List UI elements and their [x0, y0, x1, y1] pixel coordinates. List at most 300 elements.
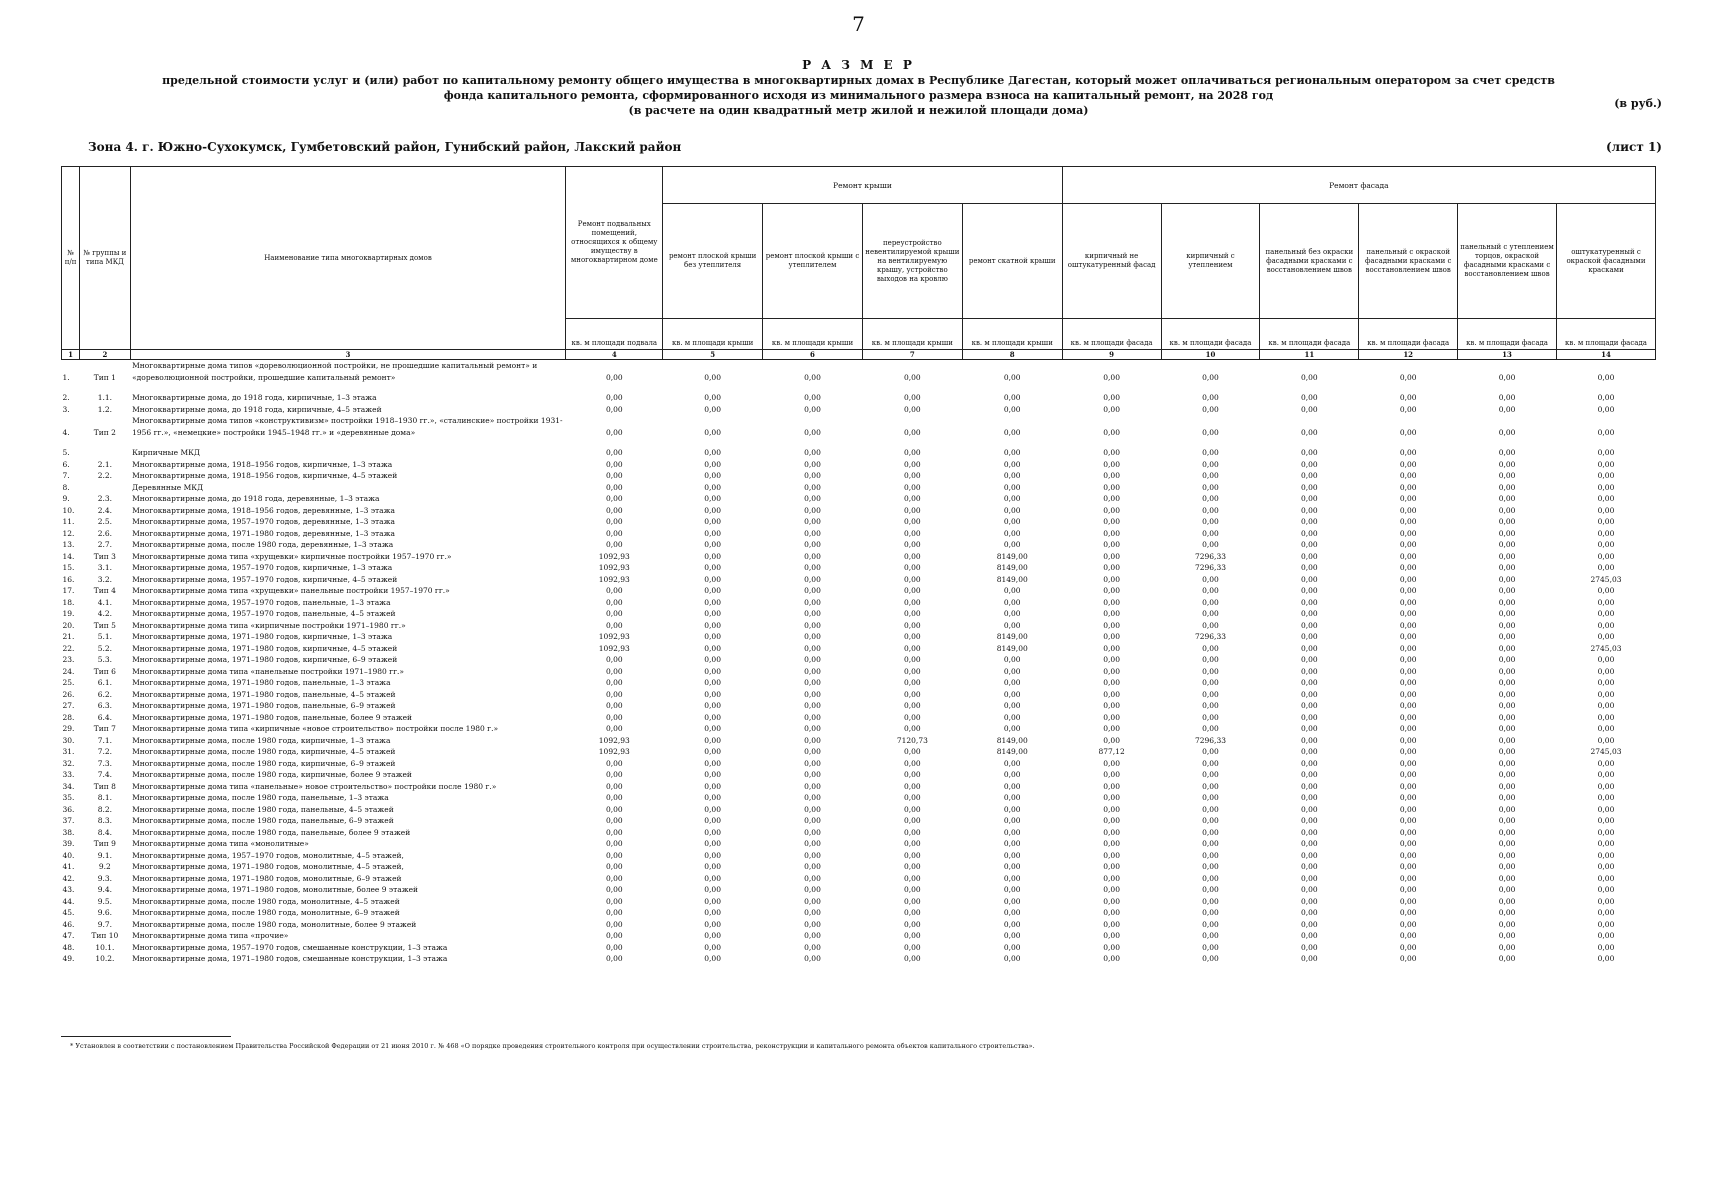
- value-cell: 0,00: [1399, 896, 1417, 906]
- value-cell: 0,00: [1003, 517, 1021, 526]
- value-cell: 0,00: [1597, 931, 1615, 940]
- value-cell: 0,00: [1597, 597, 1615, 607]
- value-cell: 0,00: [1498, 404, 1516, 414]
- value-cell: 0,00: [704, 404, 721, 414]
- value-cell: 0,00: [1103, 666, 1120, 676]
- value-cell: 0,00: [1399, 448, 1417, 457]
- house-type-name: Многоквартирные дома, 1918–1956 годов, деревянные, 1–3 этажа: [132, 505, 396, 515]
- row-number: 5.: [62, 448, 70, 457]
- value-cell: 0,00: [1597, 494, 1615, 503]
- value-cell: 0,00: [1202, 804, 1219, 814]
- row-number: 44.: [62, 896, 75, 906]
- house-type-name: Многоквартирные дома, после 1980 года, монолитные, 6–9 этажей: [132, 908, 400, 917]
- value-cell: 0,00: [1597, 404, 1615, 414]
- value-cell: 0,00: [1399, 724, 1417, 733]
- column-number: 7: [862, 350, 962, 360]
- house-type-name: Многоквартирные дома, после 1980 года, монолитные, более 9 этажей: [132, 919, 417, 929]
- value-cell: 0,00: [904, 816, 921, 825]
- table-row: [62, 930, 1656, 942]
- value-cell: 0,00: [1498, 427, 1516, 437]
- row-number: 24.: [62, 666, 75, 676]
- column-number: 4: [566, 350, 663, 360]
- value-cell: 0,00: [704, 793, 721, 802]
- column-number: 8: [962, 350, 1062, 360]
- value-cell: 0,00: [1202, 666, 1219, 676]
- value-cell: 0,00: [1498, 632, 1516, 641]
- title-line-4: (в расчете на один квадратный метр жилой и нежилой площади дома): [628, 104, 1089, 117]
- value-cell: 0,00: [1498, 724, 1516, 733]
- value-cell: 0,00: [605, 793, 623, 802]
- value-cell: 0,00: [605, 816, 623, 825]
- value-cell: 0,00: [605, 471, 623, 480]
- table-row: [62, 562, 1656, 574]
- table-row: [62, 919, 1656, 931]
- value-cell: 2745,03: [1590, 747, 1622, 756]
- value-cell: 0,00: [1300, 597, 1318, 607]
- row-number: 14.: [62, 551, 75, 561]
- value-cell: 0,00: [804, 896, 821, 906]
- group-code: 9.7.: [97, 919, 113, 929]
- value-cell: 0,00: [1300, 954, 1318, 963]
- house-type-name: Многоквартирные дома типов «конструктивизм» постройки 1918–1930 гг.», «сталинские» постройки 1931-1956 гг.», «немецкие» постройки 1945–1948 гг.» и «деревянные дома»: [132, 416, 563, 437]
- house-type-name: Многоквартирные дома, 1971–1980 годов, панельные, более 9 этажей: [132, 712, 413, 722]
- value-cell: 0,00: [1597, 471, 1615, 480]
- value-cell: 0,00: [1399, 540, 1417, 549]
- value-cell: 0,00: [1498, 735, 1516, 745]
- value-cell: 0,00: [1003, 678, 1021, 687]
- value-cell: 0,00: [1300, 643, 1318, 653]
- value-cell: 0,00: [804, 574, 821, 584]
- value-cell: 0,00: [1103, 404, 1120, 414]
- value-cell: 0,00: [1498, 758, 1516, 768]
- house-type-name: Многоквартирные дома, 1918–1956 годов, кирпичные, 4–5 этажей: [132, 471, 398, 480]
- value-cell: 0,00: [904, 862, 921, 871]
- header-roof-group: Ремонт крыши: [663, 167, 1062, 204]
- value-cell: 0,00: [704, 494, 721, 503]
- value-cell: 0,00: [1597, 873, 1615, 883]
- value-cell: 0,00: [1103, 586, 1120, 595]
- value-cell: 0,00: [1103, 885, 1120, 894]
- value-cell: 0,00: [1399, 655, 1417, 664]
- row-number: 21.: [62, 632, 75, 641]
- table-row: [62, 539, 1656, 551]
- value-cell: 0,00: [1003, 482, 1021, 492]
- value-cell: 0,00: [1103, 517, 1120, 526]
- value-cell: 0,00: [605, 954, 623, 963]
- value-cell: 0,00: [1399, 620, 1417, 630]
- value-cell: 1092,93: [598, 574, 630, 584]
- value-cell: 0,00: [1300, 816, 1318, 825]
- value-cell: 0,00: [1202, 827, 1219, 837]
- row-number: 26.: [62, 689, 75, 699]
- value-cell: 0,00: [1003, 404, 1021, 414]
- value-cell: 0,00: [1103, 954, 1120, 963]
- value-cell: 0,00: [1003, 827, 1021, 837]
- value-cell: 0,00: [704, 908, 721, 917]
- row-number: 35.: [62, 793, 75, 802]
- column-number: 11: [1260, 350, 1359, 360]
- value-cell: 0,00: [1498, 850, 1516, 860]
- value-cell: 0,00: [1003, 372, 1021, 382]
- value-cell: 0,00: [1597, 655, 1615, 664]
- house-type-name: Многоквартирные дома типа «хрущевки» панельные постройки 1957–1970 гг.»: [132, 586, 450, 595]
- value-cell: 7296,33: [1194, 632, 1226, 641]
- value-cell: 0,00: [1597, 908, 1615, 917]
- value-cell: 0,00: [1003, 908, 1021, 917]
- value-cell: 0,00: [1103, 459, 1120, 469]
- house-type-name: Деревянные МКД: [132, 482, 204, 492]
- value-cell: 0,00: [804, 597, 821, 607]
- value-cell: 0,00: [1300, 919, 1318, 929]
- value-cell: 0,00: [1003, 609, 1021, 618]
- value-cell: 0,00: [1399, 482, 1417, 492]
- value-cell: 0,00: [605, 586, 623, 595]
- value-cell: 0,00: [804, 770, 821, 779]
- group-code: 9.1.: [97, 850, 113, 860]
- table-row: [62, 873, 1656, 885]
- value-cell: 0,00: [704, 505, 721, 515]
- value-cell: 0,00: [605, 908, 623, 917]
- value-cell: 0,00: [1498, 505, 1516, 515]
- value-cell: 0,00: [904, 427, 921, 437]
- value-cell: 0,00: [1202, 517, 1219, 526]
- value-cell: 0,00: [605, 494, 623, 503]
- value-cell: 8149,00: [996, 643, 1028, 653]
- table-row: [62, 459, 1656, 471]
- value-cell: 0,00: [704, 885, 721, 894]
- value-cell: 0,00: [704, 632, 721, 641]
- row-number: 22.: [62, 643, 75, 653]
- value-cell: 0,00: [704, 655, 721, 664]
- house-type-name: Многоквартирные дома, 1957–1970 годов, деревянные, 1–3 этажа: [132, 517, 396, 526]
- value-cell: 0,00: [605, 597, 623, 607]
- value-cell: 0,00: [804, 689, 821, 699]
- row-number: 41.: [62, 862, 75, 871]
- value-cell: 0,00: [904, 839, 921, 848]
- value-cell: 0,00: [904, 770, 921, 779]
- value-cell: 0,00: [605, 781, 623, 791]
- value-cell: 0,00: [1597, 839, 1615, 848]
- value-cell: 0,00: [1003, 804, 1021, 814]
- value-cell: 0,00: [904, 448, 921, 457]
- value-cell: 0,00: [1103, 862, 1120, 871]
- table-row: [62, 838, 1656, 850]
- value-cell: 0,00: [605, 404, 623, 414]
- value-cell: 0,00: [1498, 372, 1516, 382]
- value-cell: 0,00: [1003, 540, 1021, 549]
- group-code: 7.4.: [97, 770, 113, 779]
- house-type-name: Многоквартирные дома, до 1918 года, деревянные, 1–3 этажа: [132, 494, 380, 503]
- value-cell: 0,00: [804, 393, 821, 402]
- value-cell: 0,00: [1300, 724, 1318, 733]
- table-row: [62, 861, 1656, 873]
- value-cell: 0,00: [1003, 862, 1021, 871]
- table-row: [62, 392, 1656, 404]
- house-type-name: Многоквартирные дома, 1971–1980 годов, монолитные, 4–5 этажей,: [132, 862, 404, 871]
- row-number: 6.: [62, 459, 70, 469]
- value-cell: 0,00: [1597, 609, 1615, 618]
- value-cell: 0,00: [1597, 793, 1615, 802]
- house-type-name: Многоквартирные дома, 1971–1980 годов, панельные, 4–5 этажей: [132, 689, 396, 699]
- group-code: [80, 482, 130, 494]
- value-cell: 0,00: [1399, 827, 1417, 837]
- value-cell: 0,00: [704, 517, 721, 526]
- group-code: 10.1.: [95, 942, 115, 952]
- value-cell: 0,00: [1103, 448, 1120, 457]
- value-cell: 0,00: [804, 494, 821, 503]
- title-line-3: фонда капитального ремонта, сформированного исходя из минимального размера взноса на капитальный ремонт, на 2028 год: [443, 89, 1274, 102]
- column-number: 14: [1556, 350, 1655, 360]
- value-cell: 0,00: [1300, 758, 1318, 768]
- value-cell: 0,00: [1202, 701, 1219, 710]
- value-cell: 0,00: [704, 942, 721, 952]
- value-cell: 0,00: [1202, 427, 1219, 437]
- house-type-name: Многоквартирные дома, 1957–1970 годов, смешанные конструкции, 1–3 этажа: [132, 942, 448, 952]
- table-row: [62, 850, 1656, 862]
- row-number: 27.: [62, 701, 75, 710]
- value-cell: 0,00: [1597, 781, 1615, 791]
- value-cell: 0,00: [704, 427, 721, 437]
- value-cell: 0,00: [804, 678, 821, 687]
- house-type-name: Многоквартирные дома типа «панельные постройки 1971–1980 гг.»: [132, 666, 405, 676]
- unit-cell: кв. м площади крыши: [862, 319, 962, 350]
- table-row: [62, 700, 1656, 712]
- value-cell: 0,00: [804, 735, 821, 745]
- value-cell: 0,00: [1498, 804, 1516, 814]
- table-row: [62, 827, 1656, 839]
- value-cell: 0,00: [1300, 459, 1318, 469]
- value-cell: 0,00: [1300, 609, 1318, 618]
- value-cell: 0,00: [1300, 735, 1318, 745]
- unit-cell: кв. м площади фасада: [1359, 319, 1458, 350]
- table-row: [62, 597, 1656, 609]
- value-cell: 0,00: [704, 781, 721, 791]
- value-cell: 0,00: [704, 896, 721, 906]
- group-code: 2.5.: [97, 517, 113, 526]
- value-cell: 0,00: [904, 609, 921, 618]
- value-cell: 0,00: [1597, 517, 1615, 526]
- value-cell: 0,00: [804, 448, 821, 457]
- value-cell: 2745,03: [1590, 574, 1622, 584]
- currency-note: (в руб.): [1614, 97, 1662, 110]
- value-cell: 0,00: [1399, 793, 1417, 802]
- value-cell: 0,00: [904, 804, 921, 814]
- value-cell: 0,00: [704, 758, 721, 768]
- value-cell: 0,00: [1498, 827, 1516, 837]
- value-cell: 0,00: [605, 827, 623, 837]
- table-row: [62, 804, 1656, 816]
- value-cell: 0,00: [1103, 827, 1120, 837]
- group-code: 1.1.: [97, 393, 113, 402]
- header-house-type: Наименование типа многоквартирных домов: [130, 167, 566, 350]
- value-cell: 0,00: [1399, 804, 1417, 814]
- row-number: 33.: [62, 770, 75, 779]
- value-cell: 0,00: [605, 678, 623, 687]
- value-cell: 0,00: [1202, 393, 1219, 402]
- value-cell: 0,00: [1202, 655, 1219, 664]
- value-cell: 0,00: [1202, 919, 1219, 929]
- value-cell: 0,00: [804, 885, 821, 894]
- value-cell: 0,00: [1003, 666, 1021, 676]
- value-cell: 0,00: [1202, 908, 1219, 917]
- value-cell: 0,00: [904, 586, 921, 595]
- table-body: [62, 360, 1656, 965]
- unit-cell: кв. м площади фасада: [1556, 319, 1655, 350]
- value-cell: 0,00: [1597, 459, 1615, 469]
- value-cell: 0,00: [1399, 609, 1417, 618]
- row-number: 29.: [62, 724, 75, 733]
- house-type-name: Многоквартирные дома типов «дореволюционной постройки, не прошедшие капитальный ремонт» и «дореволюционной постройки, прошедшие капитальный ремонт»: [132, 361, 538, 382]
- value-cell: 0,00: [904, 574, 921, 584]
- value-cell: 0,00: [1399, 597, 1417, 607]
- value-cell: 0,00: [1103, 620, 1120, 630]
- spacer-row: [62, 438, 1656, 447]
- value-cell: 0,00: [1498, 393, 1516, 402]
- house-type-name: Многоквартирные дома, 1971–1980 годов, смешанные конструкции, 1–3 этажа: [132, 954, 448, 963]
- value-cell: 0,00: [1498, 885, 1516, 894]
- value-cell: 0,00: [804, 908, 821, 917]
- value-cell: 0,00: [1399, 574, 1417, 584]
- house-type-name: Многоквартирные дома, до 1918 года, кирпичные, 1–3 этажа: [132, 393, 377, 402]
- value-cell: 0,00: [1103, 678, 1120, 687]
- value-cell: 0,00: [704, 482, 721, 492]
- value-cell: 0,00: [1202, 689, 1219, 699]
- value-cell: 0,00: [1103, 724, 1120, 733]
- table-row: [62, 907, 1656, 919]
- value-cell: 0,00: [1300, 586, 1318, 595]
- value-cell: 0,00: [1300, 655, 1318, 664]
- value-cell: 0,00: [1300, 563, 1318, 572]
- value-cell: 0,00: [1498, 643, 1516, 653]
- row-number: 46.: [62, 919, 75, 929]
- value-cell: 0,00: [1300, 850, 1318, 860]
- value-cell: 0,00: [1103, 574, 1120, 584]
- group-code: 6.3.: [97, 701, 113, 710]
- group-code: Тип 1: [93, 372, 116, 382]
- value-cell: 0,00: [1202, 758, 1219, 768]
- value-cell: 0,00: [1300, 689, 1318, 699]
- unit-cell: кв. м площади фасада: [1161, 319, 1260, 350]
- value-cell: 0,00: [704, 770, 721, 779]
- house-type-name: Многоквартирные дома, после 1980 года, деревянные, 1–3 этажа: [132, 540, 394, 549]
- value-cell: 0,00: [704, 735, 721, 745]
- value-cell: 0,00: [1103, 793, 1120, 802]
- house-type-name: Многоквартирные дома, 1971–1980 годов, кирпичные, 4–5 этажей: [132, 643, 398, 653]
- row-number: 45.: [62, 908, 75, 917]
- group-code: 3.2.: [97, 574, 113, 584]
- value-cell: 8149,00: [996, 551, 1028, 561]
- value-cell: 0,00: [904, 793, 921, 802]
- value-cell: 0,00: [605, 919, 623, 929]
- value-cell: 0,00: [704, 372, 721, 382]
- value-cell: 0,00: [904, 908, 921, 917]
- value-cell: 0,00: [804, 850, 821, 860]
- group-code: Тип 6: [93, 666, 116, 676]
- row-number: 32.: [62, 758, 75, 768]
- value-cell: 0,00: [1300, 404, 1318, 414]
- value-cell: 0,00: [1003, 689, 1021, 699]
- value-cell: 0,00: [904, 781, 921, 791]
- value-cell: 0,00: [1103, 758, 1120, 768]
- value-cell: 0,00: [1399, 632, 1417, 641]
- group-code: [80, 447, 130, 459]
- value-cell: 0,00: [804, 427, 821, 437]
- value-cell: 0,00: [804, 551, 821, 561]
- group-code: 5.3.: [97, 655, 113, 664]
- value-cell: 0,00: [1399, 678, 1417, 687]
- value-cell: 0,00: [1300, 678, 1318, 687]
- value-cell: 0,00: [704, 689, 721, 699]
- value-cell: 0,00: [1103, 528, 1120, 538]
- value-cell: 0,00: [1399, 931, 1417, 940]
- value-cell: 0,00: [804, 701, 821, 710]
- value-cell: 0,00: [1202, 404, 1219, 414]
- value-cell: 0,00: [1597, 804, 1615, 814]
- row-number: 18.: [62, 597, 75, 607]
- house-type-name: Многоквартирные дома, 1957–1970 годов, панельные, 1–3 этажа: [132, 597, 391, 607]
- value-cell: 0,00: [804, 781, 821, 791]
- value-cell: 0,00: [1399, 770, 1417, 779]
- value-cell: 0,00: [804, 919, 821, 929]
- value-cell: 0,00: [804, 862, 821, 871]
- table-row: [62, 415, 1656, 438]
- value-cell: 0,00: [1202, 747, 1219, 756]
- document-title: [0, 58, 1717, 118]
- value-cell: 0,00: [1003, 620, 1021, 630]
- value-cell: 0,00: [1597, 540, 1615, 549]
- value-cell: 0,00: [904, 724, 921, 733]
- value-cell: 0,00: [1399, 885, 1417, 894]
- house-type-name: Многоквартирные дома, 1957–1970 годов, кирпичные, 1–3 этажа: [132, 563, 393, 572]
- group-code: Тип 3: [93, 551, 116, 561]
- column-number: 2: [80, 350, 130, 360]
- house-type-name: Многоквартирные дома типа «монолитные»: [132, 839, 309, 848]
- value-cell: 0,00: [804, 712, 821, 722]
- value-cell: 0,00: [1399, 701, 1417, 710]
- column-number: 6: [763, 350, 863, 360]
- group-code: 7.2.: [97, 747, 113, 756]
- value-cell: 0,00: [1300, 427, 1318, 437]
- table-row: [62, 493, 1656, 505]
- value-cell: 0,00: [1003, 954, 1021, 963]
- group-code: 5.2.: [97, 643, 113, 653]
- value-cell: 0,00: [1300, 393, 1318, 402]
- value-cell: 0,00: [704, 666, 721, 676]
- value-cell: 0,00: [904, 712, 921, 722]
- value-cell: 0,00: [1202, 885, 1219, 894]
- value-cell: 0,00: [1003, 781, 1021, 791]
- value-cell: 0,00: [804, 459, 821, 469]
- value-cell: 0,00: [1300, 712, 1318, 722]
- row-number: 4.: [62, 427, 70, 437]
- value-cell: 0,00: [704, 873, 721, 883]
- value-cell: 0,00: [704, 701, 721, 710]
- value-cell: 0,00: [1103, 919, 1120, 929]
- header-roof-conversion: переустройство невентилируемой крыши на вентилируемую крышу, устройство выходов на кровлю: [862, 204, 962, 319]
- header-panel-insulated: панельный с утеплением торцов, окраской фасадными красками с восстановлением швов: [1458, 204, 1557, 319]
- value-cell: 0,00: [1498, 563, 1516, 572]
- table-row: [62, 792, 1656, 804]
- group-code: Тип 7: [93, 724, 116, 733]
- column-number: 9: [1062, 350, 1161, 360]
- value-cell: 0,00: [1202, 724, 1219, 733]
- value-cell: 0,00: [1003, 494, 1021, 503]
- value-cell: 0,00: [1597, 862, 1615, 871]
- value-cell: 0,00: [1202, 494, 1219, 503]
- value-cell: 0,00: [704, 459, 721, 469]
- unit-cell: кв. м площади крыши: [663, 319, 763, 350]
- row-number: 9.: [62, 494, 70, 503]
